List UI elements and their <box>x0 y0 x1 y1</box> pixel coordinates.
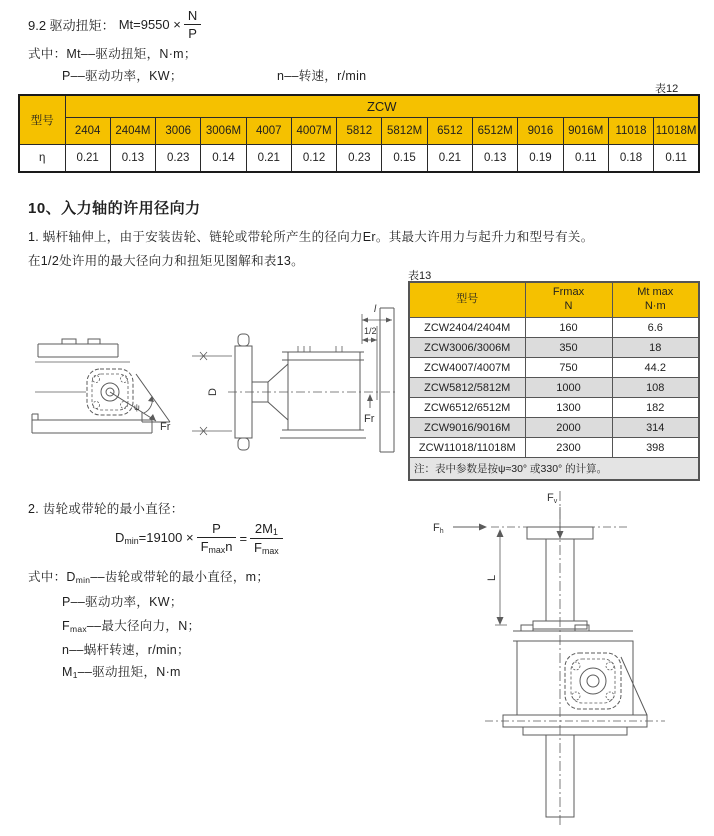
l-length-label: L <box>486 574 498 581</box>
t12-model-header: 4007M <box>291 118 336 145</box>
t13-fr: 350 <box>525 338 612 358</box>
t12-model-header: 6512M <box>473 118 518 145</box>
jack-vertical-diagram <box>425 485 710 833</box>
t12-col0-header: 型号 <box>19 95 65 145</box>
sec2-def3: $F_{max}--$最大径向力，N； <box>62 619 201 634</box>
sec10-para2: 在1/2处许用的最大径向力和扭矩见图解和表13。 <box>28 254 304 268</box>
t12-value: 0.13 <box>473 145 518 173</box>
section-9-2 <box>28 8 204 41</box>
t12-value: 0.15 <box>382 145 427 173</box>
t13-model: ZCW5812/5812M <box>409 378 525 398</box>
t13-model: ZCW9016/9016M <box>409 418 525 438</box>
table-row <box>409 438 699 458</box>
t12-model-header: 2404 <box>65 118 110 145</box>
t12-value: 0.13 <box>110 145 155 173</box>
fr-label-sideview: Fr <box>364 413 375 425</box>
section-10-heading: 10、入力轴的许用径向力 <box>28 200 201 217</box>
table-row <box>409 418 699 438</box>
jack-side-diagrams <box>30 300 395 490</box>
t13-header-mtmax: Mt max N·m <box>612 282 699 318</box>
psi-label: ψ <box>134 403 140 412</box>
t13-mt: 44.2 <box>612 358 699 378</box>
t12-model-header: 3006 <box>156 118 201 145</box>
d-dimension-label: D <box>207 388 219 396</box>
t12-value: 0.11 <box>563 145 608 173</box>
t12-model-header: 11018M <box>654 118 699 145</box>
t12-group-header: ZCW <box>65 95 699 118</box>
table-row <box>409 398 699 418</box>
fraction-denominator: P <box>188 26 197 41</box>
table13-caption: 表13 <box>408 270 432 282</box>
table-12 <box>18 94 700 173</box>
fraction-n-p <box>184 8 201 41</box>
sec92-def1: 式中：Mt––驱动扭矩，N·m； <box>28 47 197 61</box>
fv-force-label: Fv <box>547 492 558 505</box>
dmin-formula <box>115 521 286 556</box>
t13-mt: 6.6 <box>612 318 699 338</box>
fraction-2m1-fmax: $\frac{2M_1}{F_{max}}$ <box>250 521 283 556</box>
t12-model-header: 4007 <box>246 118 291 145</box>
t12-value: 0.18 <box>608 145 653 173</box>
t13-header-frmax: Frmax N <box>525 282 612 318</box>
t12-value: 0.21 <box>65 145 110 173</box>
table-row <box>409 318 699 338</box>
fh-force-label: Fh <box>433 522 444 535</box>
fraction-numerator: N <box>184 8 201 25</box>
t13-fr: 2000 <box>525 418 612 438</box>
sec10-para1: 1. 蜗杆轴伸上，由于安装齿轮、链轮或带轮所产生的径向力Er。其最大许用力与起升力和型号有关。 <box>28 230 594 244</box>
sec92-def2a: P––驱动功率，KW； <box>62 69 183 83</box>
t12-model-header: 11018 <box>608 118 653 145</box>
t13-model: ZCW3006/3006M <box>409 338 525 358</box>
table-row <box>409 358 699 378</box>
table12-caption: 表12 <box>655 83 679 95</box>
t12-model-header: 5812 <box>337 118 382 145</box>
t12-model-header: 9016M <box>563 118 608 145</box>
t12-model-header: 6512 <box>427 118 472 145</box>
t13-note: 注：表中参数是按ψ≈30° 或330° 的计算。 <box>409 458 699 481</box>
t13-fr: 160 <box>525 318 612 338</box>
t12-value: 0.21 <box>246 145 291 173</box>
t13-fr: 2300 <box>525 438 612 458</box>
t12-model-header: 5812M <box>382 118 427 145</box>
fraction-p-fmaxn: $\frac{P}{F_{max}n}$ <box>197 521 237 555</box>
t12-value: 0.11 <box>654 145 699 173</box>
t13-mt: 314 <box>612 418 699 438</box>
t13-fr: 750 <box>525 358 612 378</box>
t13-model: ZCW6512/6512M <box>409 398 525 418</box>
sec2-def1: 式中：$D_{min}--$齿轮或带轮的最小直径，m； <box>28 570 270 585</box>
t12-model-header: 3006M <box>201 118 246 145</box>
t13-mt: 398 <box>612 438 699 458</box>
dmin-symbol: $D_{min}=19100$ × <box>115 530 194 547</box>
equals-sign: = <box>239 530 248 546</box>
t12-value: 0.23 <box>337 145 382 173</box>
sec92-formula-body: Mt=9550 × <box>118 17 181 32</box>
t12-model-header: 9016 <box>518 118 563 145</box>
t12-model-header: 2404M <box>110 118 155 145</box>
t13-model: ZCW11018/11018M <box>409 438 525 458</box>
table-13 <box>408 281 700 481</box>
table-row <box>409 378 699 398</box>
t13-note-row <box>409 458 699 481</box>
t12-value: 0.21 <box>427 145 472 173</box>
t13-fr: 1300 <box>525 398 612 418</box>
t13-mt: 18 <box>612 338 699 358</box>
sec2-def5: $M_1--$驱动扭矩，N·m <box>62 665 181 680</box>
t12-row-label: η <box>19 145 65 173</box>
sec2-def2: P––驱动功率，KW； <box>62 595 183 609</box>
section-2-heading: 2. 齿轮或带轮的最小直径： <box>28 502 184 516</box>
formula-mt <box>28 8 204 41</box>
t12-value: 0.23 <box>156 145 201 173</box>
t12-value: 0.14 <box>201 145 246 173</box>
t13-model: ZCW2404/2404M <box>409 318 525 338</box>
t12-value: 0.19 <box>518 145 563 173</box>
sec92-title: 9.2 驱动扭矩： <box>28 18 115 33</box>
sec92-def2b: n––转速，r/min <box>277 69 367 83</box>
t13-model: ZCW4007/4007M <box>409 358 525 378</box>
l-dimension-label: l <box>374 304 377 315</box>
fr-label-endview: Fr <box>160 421 171 433</box>
t13-mt: 182 <box>612 398 699 418</box>
half-dimension-label: 1/2 <box>364 326 377 336</box>
t13-mt: 108 <box>612 378 699 398</box>
t12-value: 0.12 <box>291 145 336 173</box>
table-row <box>409 338 699 358</box>
sec2-def4: n––蜗杆转速，r/min； <box>62 643 190 657</box>
t13-header-model: 型号 <box>409 282 525 318</box>
t13-fr: 1000 <box>525 378 612 398</box>
